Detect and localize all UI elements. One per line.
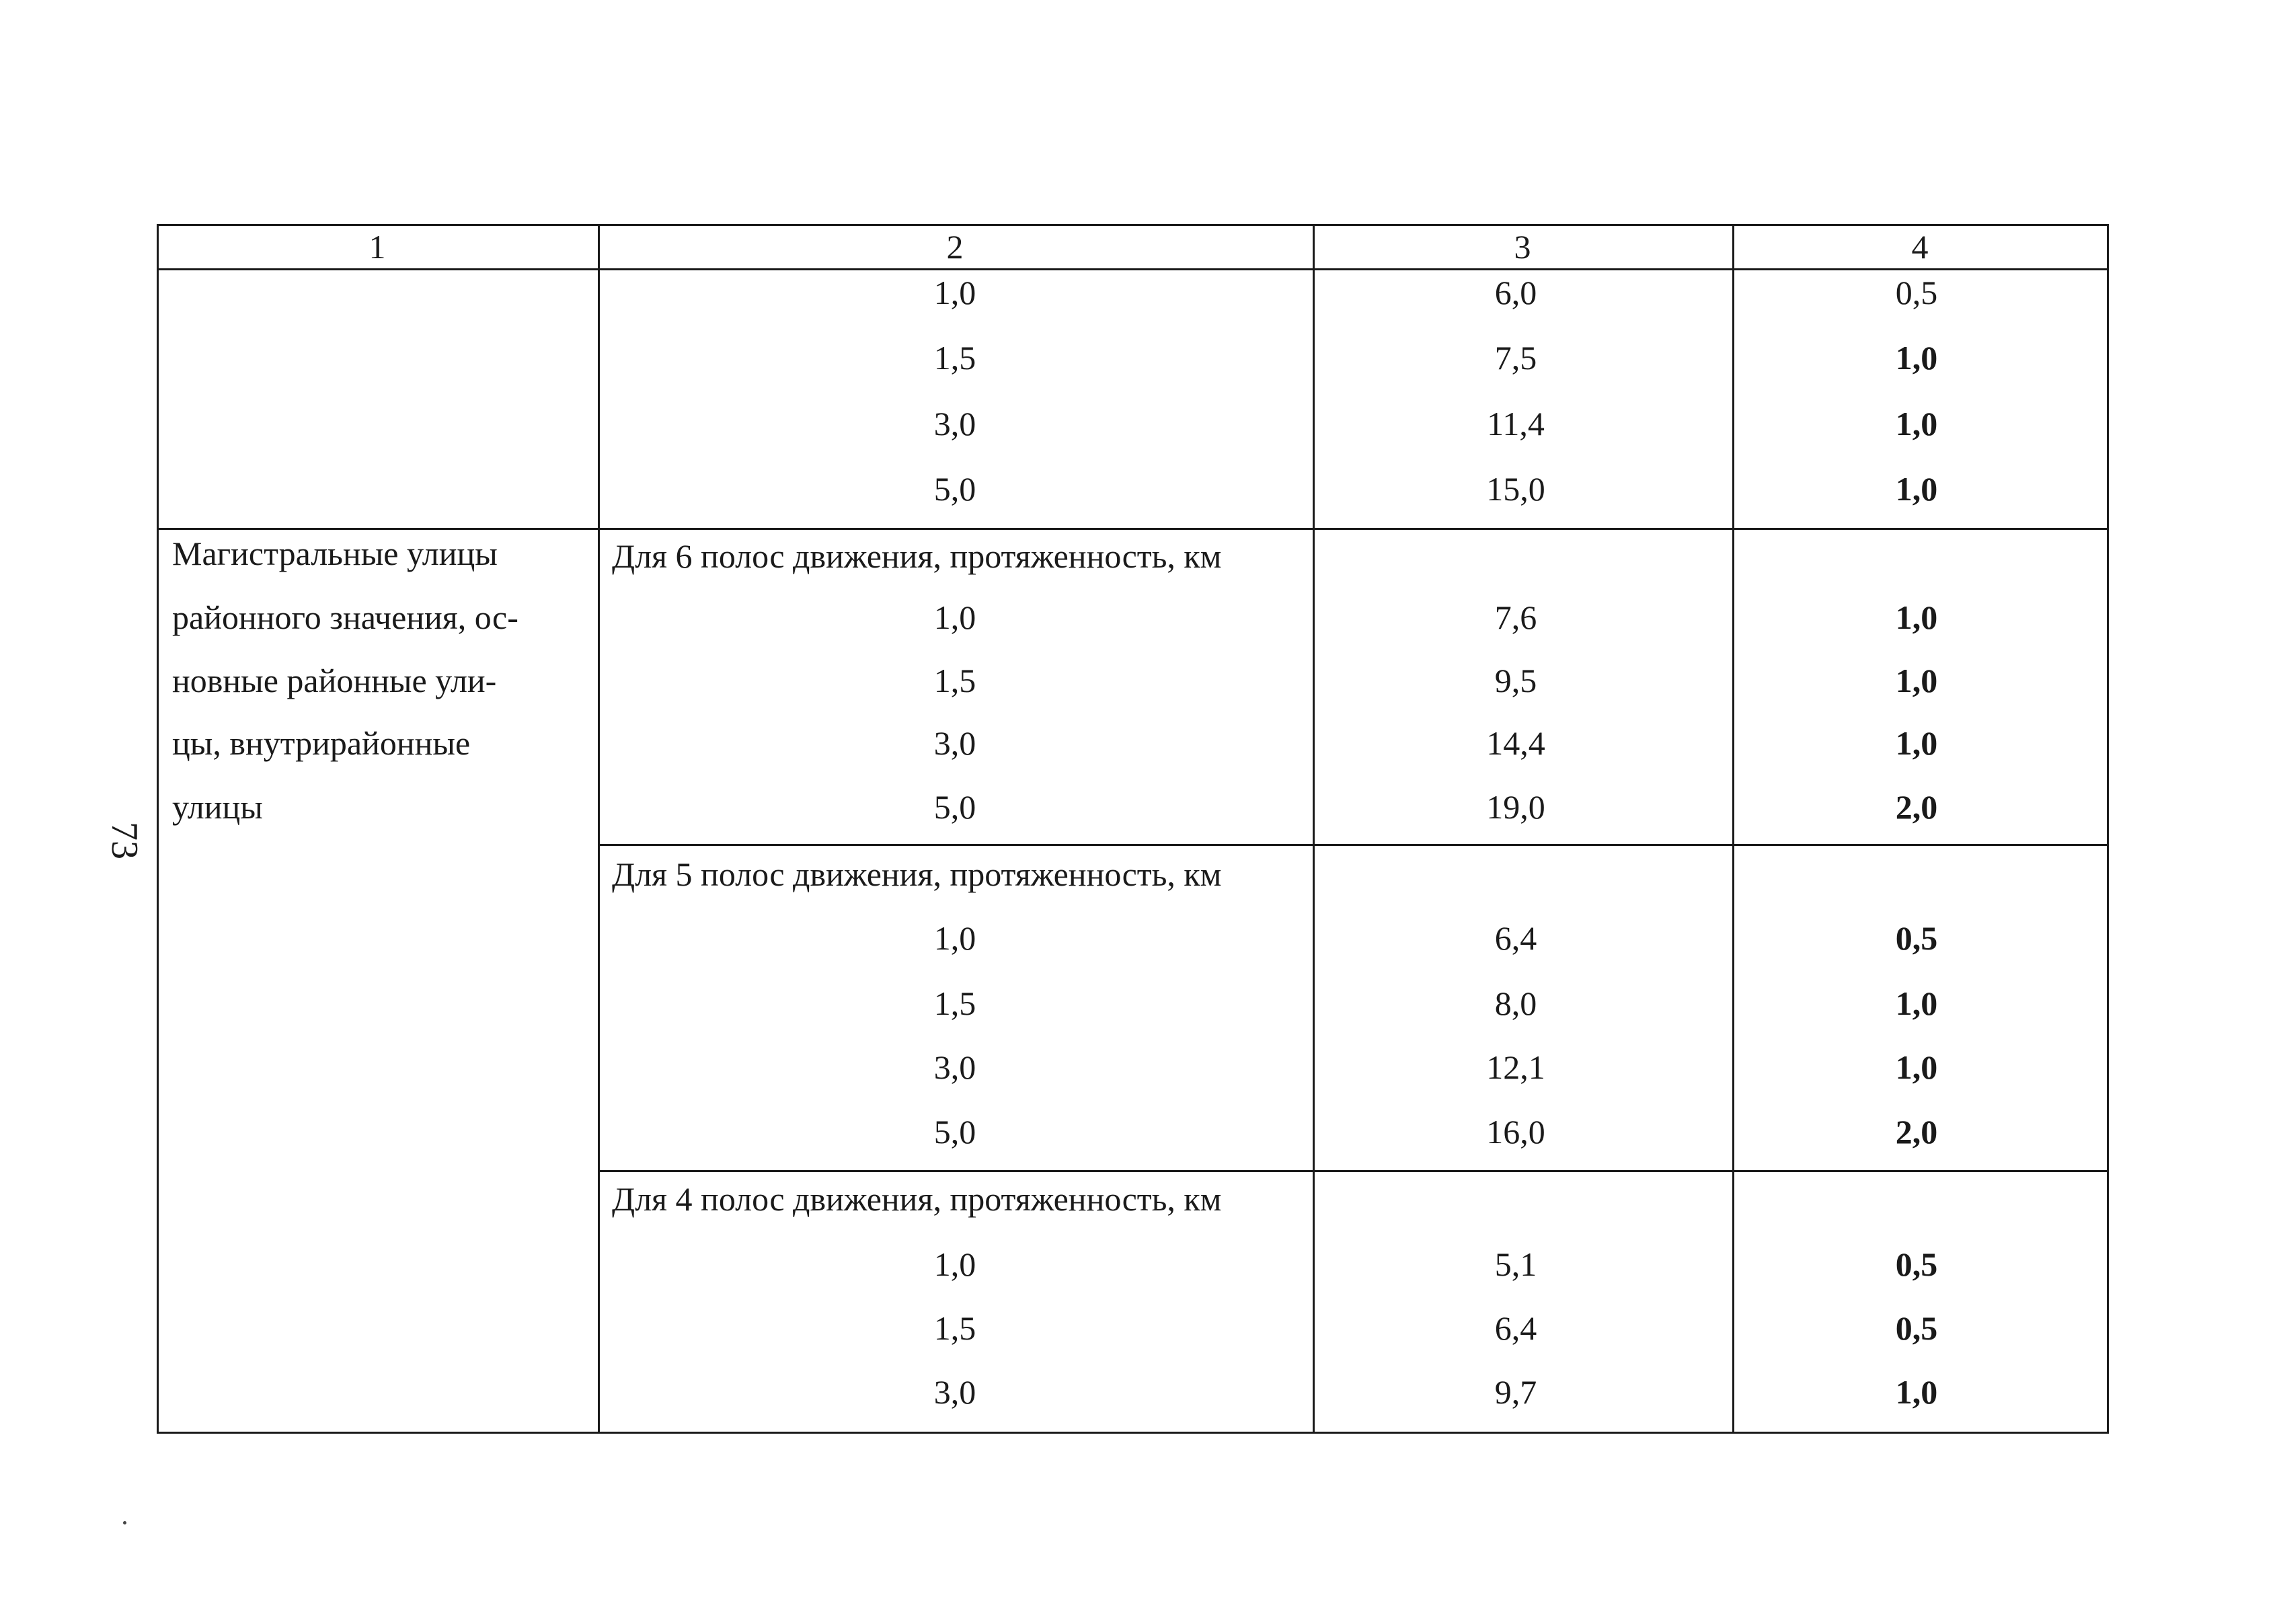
- cell-col3: 9,7: [1494, 1373, 1537, 1411]
- cell-col4: 1,0: [1895, 339, 1938, 377]
- header-divider: [157, 268, 2109, 270]
- column-divider-2: [1313, 224, 1315, 1434]
- category-line: улицы: [172, 788, 263, 826]
- cell-col4: 0,5: [1895, 919, 1938, 957]
- cell-col3: 6,4: [1494, 919, 1537, 957]
- scan-speck: [123, 1521, 126, 1524]
- cell-col4: 1,0: [1895, 1373, 1938, 1411]
- cell-length: 5,0: [933, 470, 976, 508]
- group-heading: Для 6 полос движения, протяженность, км: [612, 537, 1222, 575]
- cell-col3: 14,4: [1486, 724, 1545, 762]
- group-heading: Для 5 полос движения, протяженность, км: [612, 855, 1222, 893]
- cell-col3: 7,5: [1494, 339, 1537, 377]
- cell-col3: 19,0: [1486, 788, 1545, 826]
- cell-col4: 1,0: [1895, 724, 1938, 762]
- cell-col4: 1,0: [1895, 984, 1938, 1022]
- header-cell-col2: 2: [946, 228, 964, 266]
- cell-col4: 1,0: [1895, 1048, 1938, 1086]
- cell-col4: 1,0: [1895, 405, 1938, 442]
- cell-length: 3,0: [933, 1373, 976, 1411]
- column-divider-1: [598, 224, 600, 1434]
- cell-length: 1,0: [933, 598, 976, 636]
- header-cell-col1: 1: [369, 228, 386, 266]
- cell-length: 3,0: [933, 405, 976, 442]
- cell-col4: 2,0: [1895, 788, 1938, 826]
- group-divider-1: [598, 844, 2109, 846]
- cell-length: 5,0: [933, 1113, 976, 1151]
- cell-col3: 8,0: [1494, 984, 1537, 1022]
- cell-col4: 2,0: [1895, 1113, 1938, 1151]
- cell-length: 1,5: [933, 1309, 976, 1347]
- table-border-bottom: [157, 1432, 2109, 1434]
- cell-length: 3,0: [933, 724, 976, 762]
- cell-col3: 7,6: [1494, 598, 1537, 636]
- group-heading: Для 4 полос движения, протяженность, км: [612, 1180, 1222, 1218]
- cell-col3: 6,0: [1494, 274, 1537, 311]
- cell-col3: 15,0: [1486, 470, 1545, 508]
- group-divider-2: [598, 1170, 2109, 1172]
- cell-col3: 6,4: [1494, 1309, 1537, 1347]
- cell-length: 1,5: [933, 339, 976, 377]
- section-divider: [157, 528, 2109, 530]
- cell-col4: 0,5: [1895, 1245, 1938, 1283]
- cell-col3: 9,5: [1494, 662, 1537, 699]
- cell-col3: 12,1: [1486, 1048, 1545, 1086]
- cell-col4: 0,5: [1895, 274, 1938, 311]
- table-border-right: [2107, 224, 2109, 1434]
- category-line: Магистральные улицы: [172, 535, 498, 572]
- cell-col3: 16,0: [1486, 1113, 1545, 1151]
- column-divider-3: [1732, 224, 1734, 1434]
- cell-col4: 1,0: [1895, 598, 1938, 636]
- table-border-left: [157, 224, 159, 1434]
- category-line: новные районные ули-: [172, 662, 497, 699]
- category-line: цы, внутрирайонные: [172, 724, 471, 762]
- cell-col3: 11,4: [1487, 405, 1545, 442]
- header-cell-col4: 4: [1911, 228, 1929, 266]
- cell-length: 3,0: [933, 1048, 976, 1086]
- cell-length: 1,5: [933, 662, 976, 699]
- category-line: районного значения, ос-: [172, 598, 518, 636]
- header-cell-col3: 3: [1514, 228, 1531, 266]
- cell-length: 1,0: [933, 1245, 976, 1283]
- cell-col4: 1,0: [1895, 662, 1938, 699]
- table-border-top: [157, 224, 2109, 226]
- cell-col3: 5,1: [1494, 1245, 1537, 1283]
- cell-col4: 1,0: [1895, 470, 1938, 508]
- cell-length: 1,5: [933, 984, 976, 1022]
- cell-length: 5,0: [933, 788, 976, 826]
- cell-length: 1,0: [933, 274, 976, 311]
- cell-length: 1,0: [933, 919, 976, 957]
- cell-col4: 0,5: [1895, 1309, 1938, 1347]
- page-number: 73: [104, 822, 145, 859]
